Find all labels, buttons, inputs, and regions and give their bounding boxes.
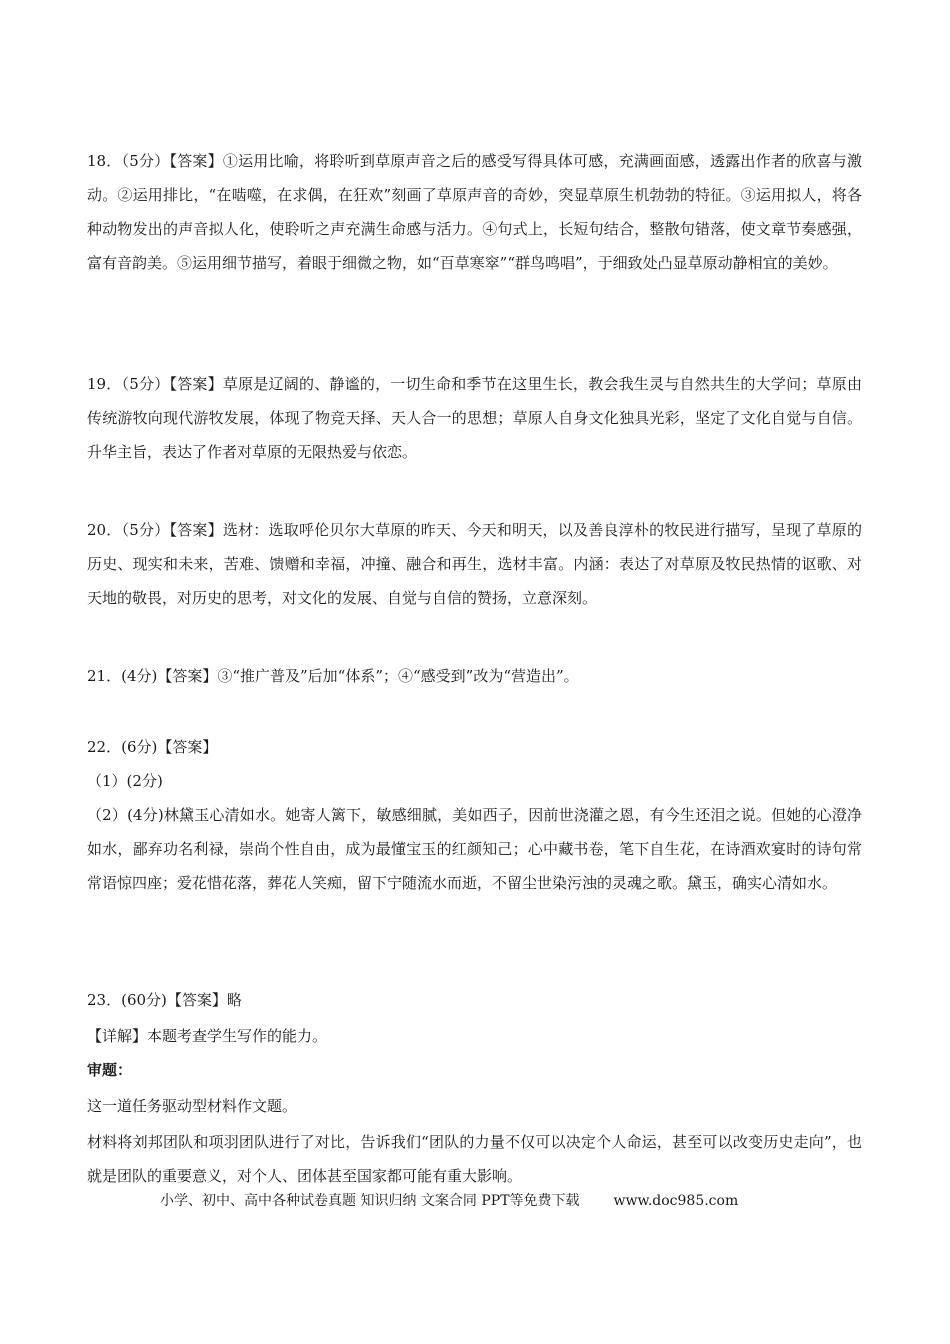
answer-18: 18．（5分）【答案】①运用比喻，将聆听到草原声音之后的感受写得具体可感，充满画面感，透露出作者的欣喜与激动。②运用排比，“在啮噬，在求偶，在狂欢”刻画了草原声音的奇妙，突显草原生机勃勃的特征。③运用拟人，将各种动物发出的声音拟人化，使聆听之声充满生命感与活力。④句式上，长短句结合，整散句错落，使文章节奏感强，富有音韵美。⑤运用细节描写，着眼于细微之物，如“百草寒窣”“群鸟鸣唱”，于细致处凸显草原动静相宜的美妙。 bbox=[87, 152, 862, 272]
answer-22-part1: （1）(2分) bbox=[87, 772, 163, 790]
answer-21: 21．(4分)【答案】③“推广普及”后加“体系”；④“感受到”改为“营造出”。 bbox=[87, 667, 579, 685]
footer-text: 小学、初中、高中各种试卷真题 知识归纳 文案合同 PPT等免费下载 bbox=[160, 1193, 580, 1209]
answer-23-detail: 【详解】本题考查学生写作的能力。 bbox=[87, 1027, 328, 1045]
answer-19: 19．（5分）【答案】草原是辽阔的、静谧的，一切生命和季节在这里生长，教会我生灵与自然共生的大学问；草原由传统游牧向现代游牧发展，体现了物竞天择、天人合一的思想；草原人自身文化独具光彩，坚定了文化自觉与自信。升华主旨，表达了作者对草原的无限热爱与依恋。 bbox=[87, 375, 862, 461]
footer-url[interactable]: www.doc985.com bbox=[613, 1193, 739, 1209]
answer-22-header: 22．(6分)【答案】 bbox=[87, 738, 218, 756]
answer-23-shenti-label: 审题： bbox=[87, 1061, 133, 1079]
answer-23-line1: 这一道任务驱动型材料作文题。 bbox=[87, 1097, 298, 1115]
answer-22-part2: （2）(4分)林黛玉心清如水。她寄人篱下，敏感细腻，美如西子，因前世浇灌之恩，有今生还泪之说。但她的心澄净如水，鄙弃功名利禄，崇尚个性自由，成为最懂宝玉的红颜知己；心中藏书卷，笔下自生花，在诗酒欢宴时的诗句常常语惊四座；爱花惜花落，葬花人笑痴，留下宁随流水而逝，不留尘世染污浊的灵魂之歌。黛玉，确实心清如水。 bbox=[87, 806, 862, 892]
answer-20: 20．（5分）【答案】选材：选取呼伦贝尔大草原的昨天、今天和明天，以及善良淳朴的牧民进行描写，呈现了草原的历史、现实和未来，苦难、馈赠和幸福，冲撞、融合和再生，选材丰富。内涵：表达了对草原及牧民热情的讴歌、对天地的敬畏，对历史的思考，对文化的发展、自觉与自信的赞扬，立意深刻。 bbox=[87, 521, 862, 607]
answer-23-line2: 材料将刘邦团队和项羽团队进行了对比，告诉我们“团队的力量不仅可以决定个人命运，甚至可以改变历史走向”，也就是团队的重要意义，对个人、团体甚至国家都可能有重大影响。 bbox=[87, 1133, 862, 1185]
answer-23-header: 23．(60分)【答案】略 bbox=[87, 991, 242, 1009]
page-footer bbox=[160, 1189, 860, 1213]
